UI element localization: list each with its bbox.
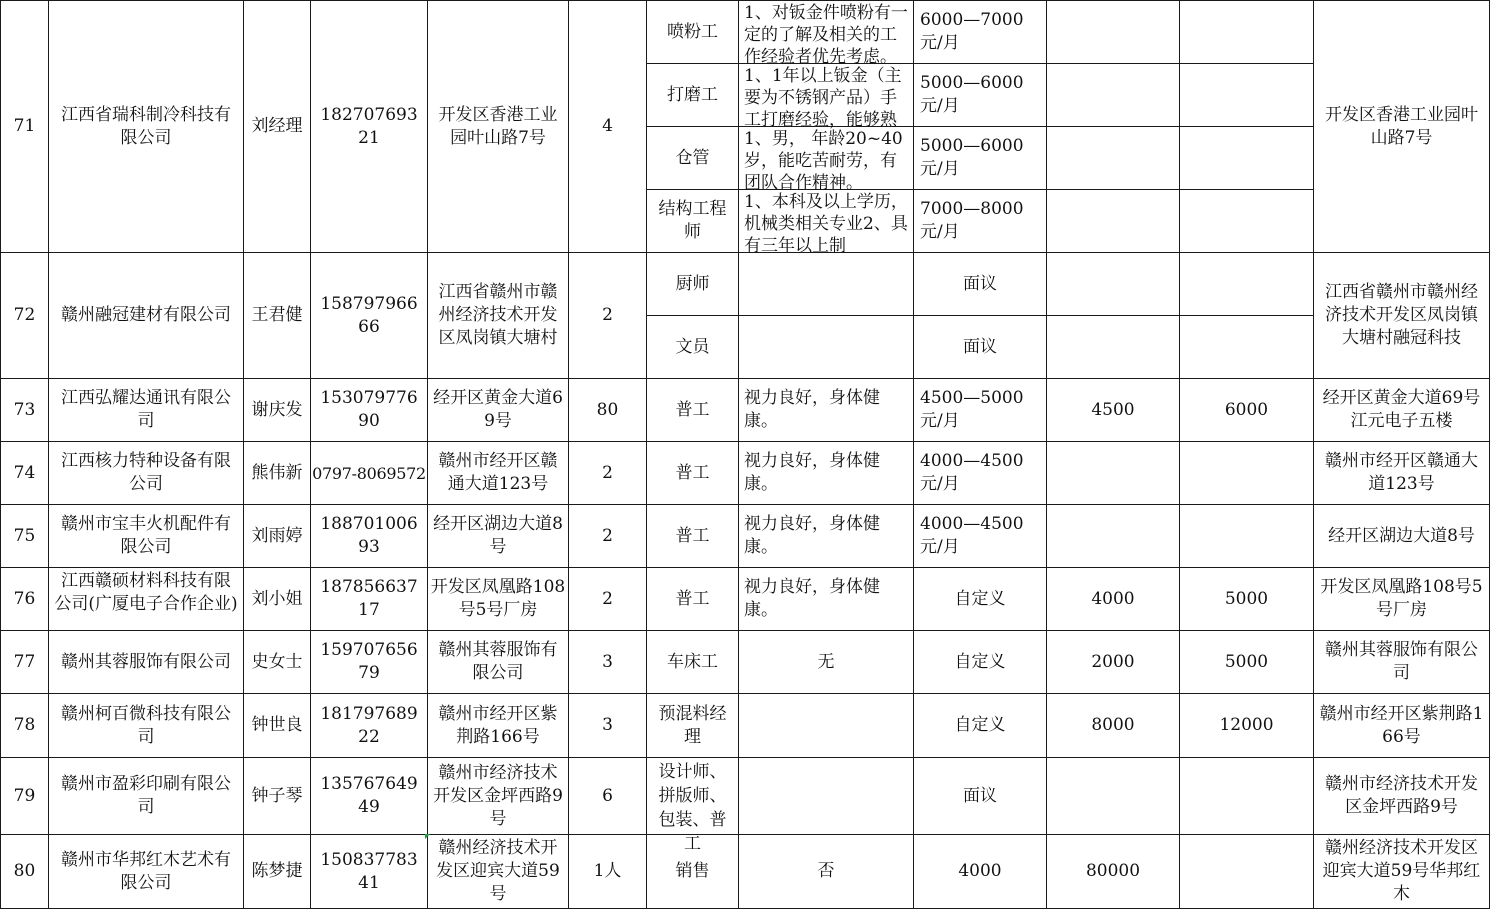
phone-number: 0797-8069572: [311, 442, 428, 505]
table-row: [1, 1, 1490, 64]
contact-person: 陈梦捷: [244, 835, 311, 909]
table-row: [1, 379, 1490, 442]
work-address: 开发区凤凰路108号5号厂房: [1314, 568, 1490, 631]
phone-number: 18785663717: [311, 568, 428, 631]
job-title: 打磨工: [647, 64, 739, 127]
company-address: 江西省赣州市赣州经济技术开发区凤岗镇大塘村: [428, 253, 569, 379]
phone-number: 15879796666: [311, 253, 428, 379]
job-requirement: 否: [739, 835, 914, 909]
job-title: 厨师: [647, 253, 739, 316]
requirement-text: 1、对钣金件喷粉有一定的了解及相关的工作经验者优先考虑。: [744, 3, 908, 67]
salary-max: [1180, 190, 1314, 253]
table-row: [1, 631, 1490, 694]
hiring-count: 4: [569, 1, 647, 253]
work-address: 经开区湖边大道8号: [1314, 505, 1490, 568]
contact-person: 熊伟新: [244, 442, 311, 505]
salary: 4000: [914, 835, 1047, 909]
salary-max: [1180, 316, 1314, 379]
job-title: [647, 758, 739, 854]
salary: 7000—8000元/月: [914, 190, 1047, 253]
salary-max: [1180, 505, 1314, 568]
salary: 4500—5000元/月: [914, 379, 1047, 442]
company-name: 赣州市盈彩印刷有限公司: [49, 758, 244, 835]
salary: 4000—4500元/月: [914, 505, 1047, 568]
company-address: 赣州经济技术开发区迎宾大道59号: [428, 835, 569, 909]
table-row: [1, 694, 1490, 758]
contact-person: 刘雨婷: [244, 505, 311, 568]
company-address: 经开区黄金大道69号: [428, 379, 569, 442]
table-row: [1, 505, 1490, 568]
hiring-count: 3: [569, 631, 647, 694]
job-title: 车床工: [647, 631, 739, 694]
row-number: 71: [1, 1, 49, 253]
salary-min: [1047, 190, 1180, 253]
phone-number: 15083778341: [311, 835, 428, 909]
job-title: 普工: [647, 505, 739, 568]
table-row: [1, 253, 1490, 316]
contact-person: 王君健: [244, 253, 311, 379]
company-name-text: 江西赣硕材料科技有限公司(广厦电子合作企业): [54, 571, 238, 614]
salary: 面议: [914, 758, 1047, 835]
company-name: 赣州其蓉服饰有限公司: [49, 631, 244, 694]
work-address: 江西省赣州市赣州经济技术开发区凤岗镇大塘村融冠科技: [1314, 253, 1490, 379]
company-address: 赣州市经济技术开发区金坪西路9号: [428, 758, 569, 835]
job-requirement: 视力良好，身体健康。: [739, 568, 914, 631]
hiring-count: 2: [569, 442, 647, 505]
salary-min: [1047, 316, 1180, 379]
job-requirement: 视力良好，身体健康。: [739, 505, 914, 568]
job-requirement: [739, 316, 914, 379]
table-row: [1, 568, 1490, 631]
work-address: 赣州市经济技术开发区金坪西路9号: [1314, 758, 1490, 835]
hiring-count: 2: [569, 568, 647, 631]
salary-min: [1047, 64, 1180, 127]
job-title: 普工: [647, 568, 739, 631]
hiring-count: 2: [569, 505, 647, 568]
company-name: 江西弘耀达通讯有限公司: [49, 379, 244, 442]
job-title: 文员: [647, 316, 739, 379]
salary-max: [1180, 64, 1314, 127]
job-requirement: [739, 64, 914, 130]
salary-max: [1180, 835, 1314, 909]
job-requirement: [739, 758, 914, 835]
salary-min: [1047, 505, 1180, 568]
company-address: 开发区香港工业园叶山路7号: [428, 1, 569, 253]
hiring-count: 80: [569, 379, 647, 442]
work-address: 经开区黄金大道69号江元电子五楼: [1314, 379, 1490, 442]
company-name: 赣州市华邦红木艺术有限公司: [49, 835, 244, 909]
company-name: [49, 568, 244, 631]
salary: 面议: [914, 316, 1047, 379]
salary-max: [1180, 253, 1314, 316]
salary-min: 4000: [1047, 568, 1180, 631]
salary-min: [1047, 442, 1180, 505]
salary: 自定义: [914, 694, 1047, 758]
work-address: 开发区香港工业园叶山路7号: [1314, 1, 1490, 253]
row-number: 74: [1, 442, 49, 505]
job-title: 普工: [647, 442, 739, 505]
contact-person: 钟子琴: [244, 758, 311, 835]
phone-number: 15307977690: [311, 379, 428, 442]
contact-person: 刘经理: [244, 1, 311, 253]
phone-number: 18270769321: [311, 1, 428, 253]
company-address: 经开区湖边大道8号: [428, 505, 569, 568]
table-row: [1, 442, 1490, 505]
hiring-count: 2: [569, 253, 647, 379]
salary: 4000—4500元/月: [914, 442, 1047, 505]
salary-min: [1047, 127, 1180, 190]
job-requirement: [739, 127, 914, 193]
salary-max: [1180, 758, 1314, 835]
row-number: 79: [1, 758, 49, 835]
contact-person: 史女士: [244, 631, 311, 694]
company-address: 赣州市经开区赣通大道123号: [428, 442, 569, 505]
work-address: 赣州市经开区赣通大道123号: [1314, 442, 1490, 505]
row-number: 73: [1, 379, 49, 442]
company-name: 赣州市宝丰火机配件有限公司: [49, 505, 244, 568]
job-requirement: [739, 694, 914, 758]
row-number: 76: [1, 568, 49, 631]
contact-person: 钟世良: [244, 694, 311, 758]
job-title: 销售: [647, 835, 739, 909]
job-requirement: [739, 253, 914, 316]
salary: 5000—6000元/月: [914, 64, 1047, 127]
salary-max: [1180, 1, 1314, 64]
salary-min: [1047, 1, 1180, 64]
row-number: 77: [1, 631, 49, 694]
salary-min: 4500: [1047, 379, 1180, 442]
hiring-count: 1人: [569, 835, 647, 909]
phone-number: 13576764949: [311, 758, 428, 835]
job-requirement: 视力良好，身体健康。: [739, 379, 914, 442]
job-requirement: 视力良好，身体健康。: [739, 442, 914, 505]
row-number: 80: [1, 835, 49, 909]
salary-max: 5000: [1180, 631, 1314, 694]
cell-comment-marker: [425, 834, 430, 839]
salary: 6000—7000元/月: [914, 1, 1047, 64]
job-title: 仓管: [647, 127, 739, 190]
contact-person: 谢庆发: [244, 379, 311, 442]
row-number: 75: [1, 505, 49, 568]
salary-max: [1180, 442, 1314, 505]
salary-min: [1047, 253, 1180, 316]
salary: 自定义: [914, 631, 1047, 694]
phone-number: 15970765679: [311, 631, 428, 694]
salary-max: 12000: [1180, 694, 1314, 758]
job-requirement: [739, 190, 914, 256]
hiring-count: 3: [569, 694, 647, 758]
salary-min: 2000: [1047, 631, 1180, 694]
job-requirement: [739, 1, 914, 67]
hiring-count: 6: [569, 758, 647, 835]
job-title-text: 设计师、拼版师、包装、普工: [658, 762, 727, 854]
job-title: 结构工程师: [647, 190, 739, 253]
salary: 面议: [914, 253, 1047, 316]
requirement-text: 1、本科及以上学历，机械类相关专业2、具有三年以上制: [744, 192, 908, 256]
company-name: 赣州柯百微科技有限公司: [49, 694, 244, 758]
salary: 自定义: [914, 568, 1047, 631]
phone-number: 18179768922: [311, 694, 428, 758]
requirement-text: 1、1年以上钣金（主要为不锈钢产品）手工打磨经验，能够熟: [744, 66, 902, 130]
requirement-text: 1、男， 年龄20~40岁，能吃苦耐劳，有团队合作精神。: [744, 129, 903, 193]
company-address: 赣州市经开区紫荆路166号: [428, 694, 569, 758]
salary-max: 5000: [1180, 568, 1314, 631]
salary: 5000—6000元/月: [914, 127, 1047, 190]
contact-person: 刘小姐: [244, 568, 311, 631]
salary-min: 8000: [1047, 694, 1180, 758]
job-title: 普工: [647, 379, 739, 442]
job-title: 预混料经理: [647, 694, 739, 758]
table-row: [1, 758, 1490, 835]
company-name: 赣州融冠建材有限公司: [49, 253, 244, 379]
salary-max: [1180, 127, 1314, 190]
company-address: 赣州其蓉服饰有限公司: [428, 631, 569, 694]
salary-min: [1047, 758, 1180, 835]
company-name: 江西省瑞科制冷科技有限公司: [49, 1, 244, 253]
work-address: 赣州经济技术开发区迎宾大道59号华邦红木: [1314, 835, 1490, 909]
company-address: 开发区凤凰路108号5号厂房: [428, 568, 569, 631]
salary-min: 80000: [1047, 835, 1180, 909]
table-row: [1, 835, 1490, 909]
row-number: 72: [1, 253, 49, 379]
work-address: 赣州市经开区紫荆路166号: [1314, 694, 1490, 758]
salary-max: 6000: [1180, 379, 1314, 442]
company-name: 江西核力特种设备有限公司: [49, 442, 244, 505]
work-address: 赣州其蓉服饰有限公司: [1314, 631, 1490, 694]
row-number: 78: [1, 694, 49, 758]
job-requirement: 无: [739, 631, 914, 694]
phone-number: 18870100693: [311, 505, 428, 568]
job-title: 喷粉工: [647, 1, 739, 64]
